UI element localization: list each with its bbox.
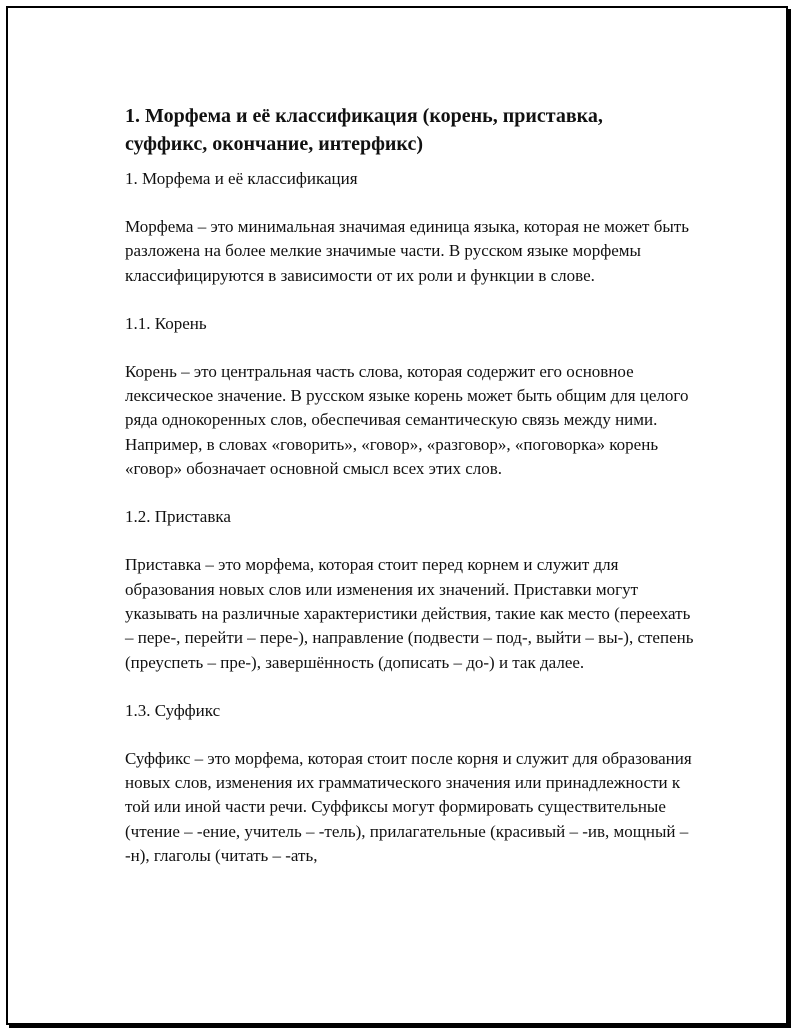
document-body: [125, 102, 695, 892]
section-paragraph-suffix: Суффикс – это морфема, которая стоит после корня и служит для образования новых слов, изменения их грамматического значения или принадлежности к той или иной части речи. Суффиксы могут формировать существительные (чтение – -ение, учитель – -тель), прилагательные (красивый – -ив, мощный – -н), глаголы (читать – -ать,: [125, 748, 692, 866]
section-heading-suffix: 1.3. Суффикс: [125, 700, 221, 720]
intro-paragraph: Морфема – это минимальная значимая единица языка, которая не может быть разложена на более мелкие значимые части. В русском языке морфемы классифицируются в зависимости от их роли и функции в слове.: [125, 217, 689, 285]
section-paragraph-prefix: Приставка – это морфема, которая стоит перед корнем и служит для образования новых слов или изменения их значений. Приставки могут указывать на различные характеристики действия, такие как место (переехать – пере-, перейти – пере-), направление (подвести – под-, выйти – вы-), степень (преуспеть – пре-), завершённость (дописать – до-) и так далее.: [125, 555, 694, 672]
section-paragraph-root: Корень – это центральная часть слова, которая содержит его основное лексическое значение. В русском языке корень может быть общим для целого ряда однокоренных слов, обеспечивая семантическую связь между ними. Например, в словах «говорить», «говор», «разговор», «поговорка» корень «говор» обозначает основной смысл всех этих слов.: [125, 361, 689, 479]
document-title: 1. Морфема и её классификация (корень, приставка, суффикс, окончание, интерфикс): [125, 105, 603, 155]
intro-heading: 1. Морфема и её классификация: [125, 169, 358, 188]
document-page: [6, 6, 788, 1025]
section-heading-root: 1.1. Корень: [125, 313, 207, 333]
section-heading-prefix: 1.2. Приставка: [125, 507, 231, 527]
